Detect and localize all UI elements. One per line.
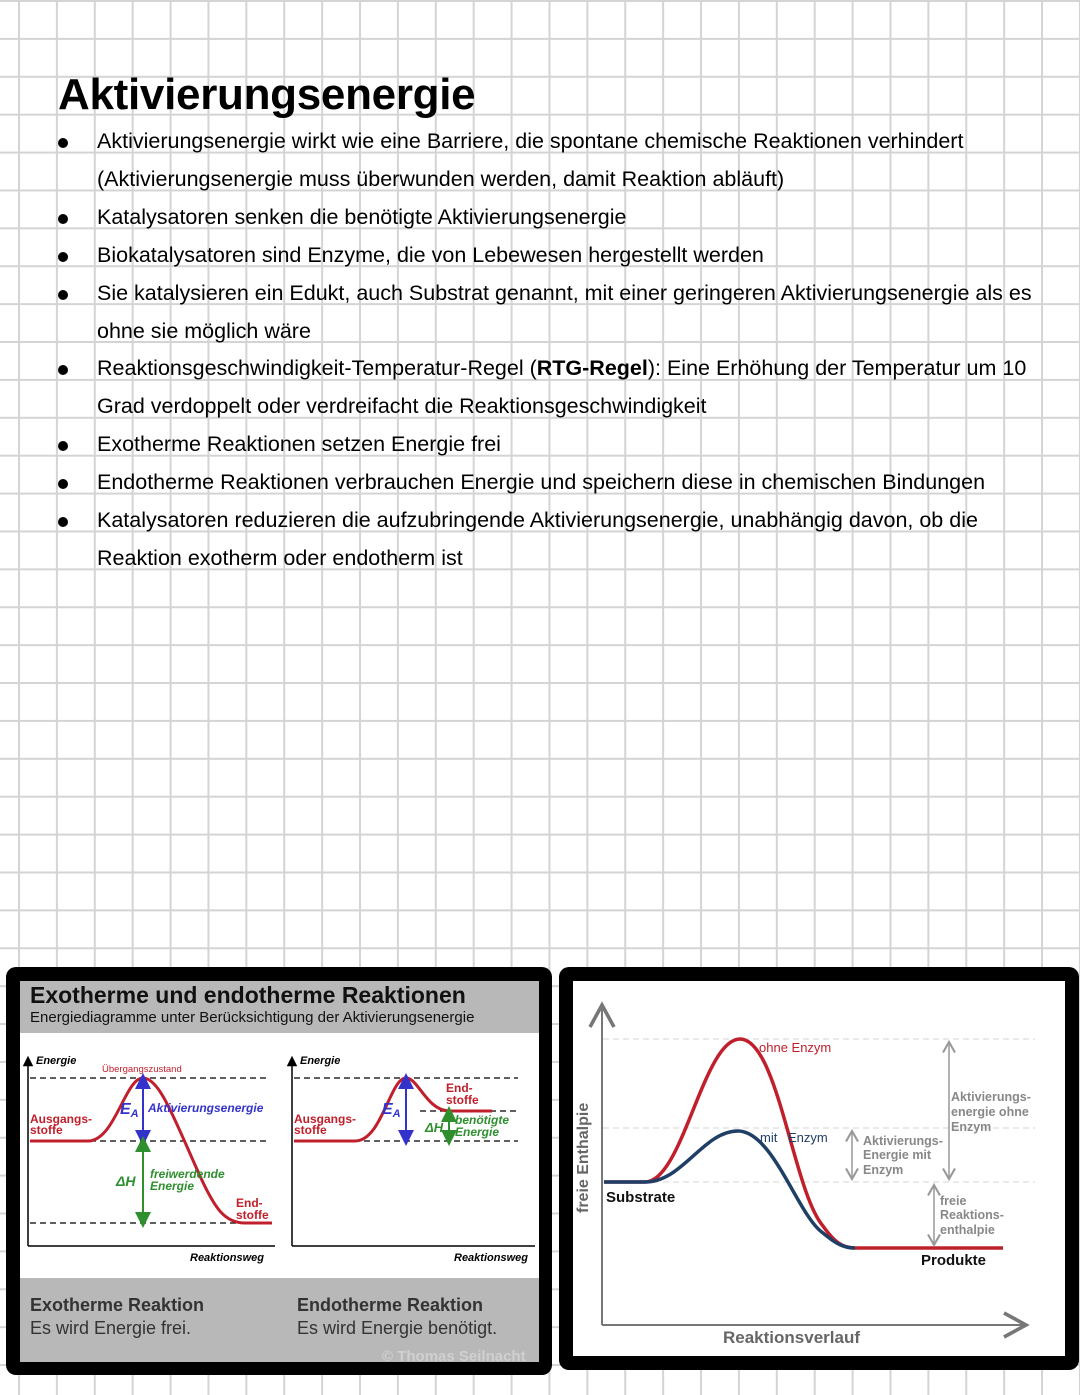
label-without-enzyme: ohne Enzym [759,1040,832,1055]
label-ea-without-3: Enzym [951,1120,992,1134]
bullet-text-after: ): Eine Erhöhung der Temperatur um 10 Grad verdoppelt oder verdreifacht die Reaktionsgeschwindigkeit [97,356,1027,419]
label-dg-3: enthalpie [940,1223,995,1237]
label-dg-2: Reaktions- [940,1208,1004,1222]
bullet-text: Biokatalysatoren sind Enzyme, die von Lebewesen hergestellt werden [97,242,764,267]
exo-dh-label: ΔH [116,1173,136,1189]
label-ea-with-2: Energie mit [863,1148,932,1162]
bullet-text: Aktivierungsenergie wirkt wie eine Barriere, die spontane chemische Reaktionen verhindert (Aktivierungsenergie muss überwunden werden, damit Reaktion abläuft) [97,129,964,191]
bullet-text: Exotherme Reaktionen setzen Energie frei [97,432,501,457]
bullet-item [58,237,1038,275]
exo-activation-label: Aktivierungsenergie [148,1101,264,1115]
exo-transition-label: Übergangszustand [102,1064,182,1075]
enzyme-y-label: freie Enthalpie [575,1102,592,1213]
enzyme-diagram [573,981,1065,1356]
endo-end-label-1: End- [446,1081,473,1095]
page-title: Aktivierungsenergie [58,70,476,119]
endo-needed-label-2: Energie [455,1125,500,1139]
endo-start-label-2: stoffe [294,1123,327,1137]
exo-ea-label: EA [120,1101,139,1120]
bullet-item [58,464,1038,502]
label-ea-with-1: Aktivierungs- [863,1134,943,1148]
endo-ea-label: EA [382,1101,401,1120]
endo-end-label-2: stoffe [446,1093,479,1107]
label-ea-without-1: Aktivierungs- [951,1090,1031,1104]
bullet-text: Katalysatoren reduzieren die aufzubringende Aktivierungsenergie, unabhängig davon, ob die Reaktion exotherm oder endotherm ist [97,508,978,570]
bullet-text-before: Reaktionsgeschwindigkeit-Temperatur-Regel ( [97,356,537,381]
exo-energy-label: Energie [36,1055,77,1067]
bullet-text: Sie katalysieren ein Edukt, auch Substrat genannt, mit einer geringeren Aktivierungsenergie als es ohne sie möglich wäre [97,280,1032,343]
label-ea-with-3: Enzym [863,1163,904,1177]
endo-footer-title: Endotherme Reaktion [297,1295,484,1315]
exo-endo-diagram [20,981,539,1362]
endo-energy-label: Energie [300,1055,341,1067]
endo-start-label-1: Ausgangs- [294,1112,357,1126]
exo-footer-title: Exotherme Reaktion [30,1295,205,1315]
bullet-list [58,123,1038,578]
label-with-enzyme-2: Enzym [788,1130,828,1145]
enzyme-figure [573,981,1065,1356]
copyright-watermark: © Thomas Seilnacht [382,1348,526,1362]
figure-subtitle: Energiediagramme unter Berücksichtigung der Aktivierungsenergie [30,1009,475,1026]
exo-footer-text: Es wird Energie frei. [30,1318,192,1338]
bullet-item [58,502,1038,578]
endo-footer-text: Es wird Energie benötigt. [297,1318,498,1338]
endo-dh-label: ΔH [425,1120,444,1135]
bullet-text: Katalysatoren senken die benötigte Aktivierungsenergie [97,204,627,229]
bullet-item [58,123,1038,199]
exo-start-label-2: stoffe [30,1123,63,1137]
exo-x-label: Reaktionsweg [190,1252,264,1264]
exo-end-label-2: stoffe [236,1208,269,1222]
label-substrate: Substrate [606,1189,676,1206]
exo-released-label-2: Energie [150,1179,195,1193]
label-products: Produkte [921,1252,987,1269]
exo-endo-figure [20,981,539,1362]
endo-needed-label-1: benötigte [455,1113,509,1127]
label-dg-1: freie [940,1194,967,1208]
exo-endo-figure-frame [6,967,552,1375]
bullet-item [58,275,1038,351]
bullet-text: Endotherme Reaktionen verbrauchen Energie und speichern diese in chemischen Bindungen [97,470,986,495]
rtg-rule-bold: RTG-Regel [536,356,648,381]
bullet-item [58,199,1038,237]
label-with-enzyme-1: mit [760,1130,778,1145]
exo-released-label-1: freiwerdende [150,1167,225,1181]
bullet-item [58,350,1038,426]
exo-end-label-1: End- [236,1196,263,1210]
endo-x-label: Reaktionsweg [454,1252,528,1264]
figure-title: Exotherme und endotherme Reaktionen [30,982,466,1008]
bullet-item [58,426,1038,464]
label-ea-without-2: energie ohne [951,1105,1029,1119]
enzyme-x-label: Reaktionsverlauf [723,1328,860,1347]
exo-start-label-1: Ausgangs- [30,1112,93,1126]
enzyme-figure-frame [559,967,1079,1370]
diagram-area [20,1033,539,1278]
